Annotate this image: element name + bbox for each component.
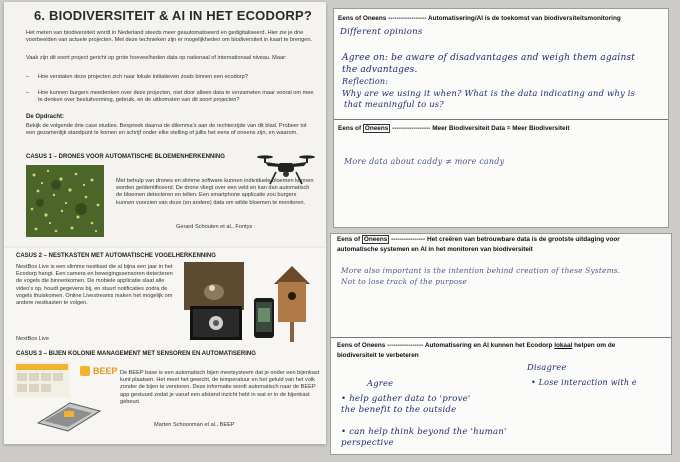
statement-3-header	[337, 236, 671, 244]
statement-3-circled-choice: Oneens	[363, 236, 388, 243]
beep-logo-mark-icon	[80, 366, 90, 376]
statement-2-dashes: ------------------	[392, 125, 431, 132]
case2-text: NestBox Live is een slimme nestkast die al bijna een jaar in het Ecodorp hangt. Een camera en bewegingssensoren detecteren de vogels die binnenkomen. De mobiele applicatie slaat alle video's op, houdt gegevens bij, en stuurt notificaties zodra de vogels thuiskomen. Online Livestreams maken het mogelijk om andere nestkasten te volgen.	[16, 264, 173, 307]
s1-handwriting-line-4: Reflection:	[342, 77, 389, 86]
assignment-text: Bekijk de volgende drie case studies. Bespreek daarna de dilemma's aan de rechterzijde van dit blad. Probeer tot een gezamenlijk standpunt te komen en schrijf onder elke stelling of jullis het eens of oneens zijn, en waarom.	[26, 123, 307, 137]
s1-handwriting-line-2: Agree on: be aware of disadvantages and weigh them against	[342, 53, 636, 63]
question-bullet-1: Hoe verstalen deze projecten zich naar lokale initiatieven zoals binnen een ecodorp?	[38, 74, 248, 80]
s2-handwriting-line-1: More data about caddy ≠ more candy	[344, 157, 505, 166]
statement-4-text-2: biodiversiteit te verbeteren	[337, 352, 419, 359]
handout-title: 6. BIODIVERSITEIT & AI IN HET ECODORP?	[34, 8, 312, 23]
s1-handwriting-line-5: Why are we using it when? What is the data indicating and why is	[342, 88, 636, 98]
case2-heading: CASUS 2 – NESTKASTEN MET AUTOMATISCHE VOGELHERKENNING	[16, 253, 216, 259]
statement-3-text-2: automatische systemen en AI in het monitoren van biodiversiteit	[337, 246, 533, 253]
case3-heading: CASUS 3 – BIJEN KOLONIE MANAGEMENT MET SENSOREN EN AUTOMATISERING	[16, 351, 256, 357]
beep-logo: BEEP	[80, 366, 118, 376]
livestream-screen-photo	[190, 306, 242, 340]
s1-handwriting-line-3: the advantages.	[342, 65, 418, 75]
statement-4-text-1b: helpen om de	[574, 342, 616, 349]
bullet-marker-1: –	[26, 74, 30, 80]
statement-1-dashes: ------------------	[388, 15, 427, 22]
worksheet-bottom-sheet	[330, 233, 672, 455]
agree-point-2: • can help think beyond the 'human'	[341, 427, 507, 437]
beep-base-sensor-photo	[34, 393, 104, 433]
s1-handwriting-line-6: that meaningful to us?	[344, 99, 444, 109]
statement-1-header	[338, 15, 668, 23]
statement-3-text-1: Het creëren van betrouwbare data is de grootste uitdaging voor	[426, 236, 620, 243]
statement-3-dashes: ----------------	[391, 236, 426, 243]
case3-text: De BEEP base is een automatisch bijen meetsysteem dat je onder een bijenkast kunt plaatsen. Het meet het gewicht, de temperatuur en het geluid van het volk zonder de bijen te verstoren. Deze informatie wordt automatisch naar de BEEP app gestuurd zodat je vanaf een afstand inzicht hebt in wat er in de bijenkast gebeurt.	[120, 370, 320, 405]
bullet-marker-2: –	[26, 90, 30, 96]
handout-bottom-sheet	[4, 248, 326, 444]
statement-2-text: Meer Biodiversiteit Data = Meer Biodiversiteit	[432, 125, 570, 132]
worksheet-divider-1	[334, 119, 668, 120]
case1-credit: Gerard Schouten et al., Fontys	[176, 224, 253, 230]
statement-1-label: Eens of Oneens	[338, 15, 387, 22]
statement-4-text-1a: Automatisering en AI kunnen het Ecodorp	[424, 342, 553, 349]
case2-credit: NextBox Live	[16, 336, 49, 342]
assignment-heading: De Opdracht:	[26, 114, 65, 120]
flower-field-photo	[26, 165, 104, 237]
disagree-label: Disagree	[527, 362, 567, 372]
nestbox-camera-photo	[184, 262, 244, 310]
statement-4-label: Eens of Oneens	[337, 342, 386, 349]
agree-point-2-cont: perspective	[341, 438, 394, 448]
agree-point-1: • help gather data to 'prove'	[341, 394, 471, 404]
case3-credit: Marten Schoonman et al., BEEP	[154, 422, 235, 428]
statement-4-text-underlined: lokaal	[554, 342, 573, 349]
birdhouse-photo	[272, 262, 312, 342]
statement-2-circled-choice: Oneens	[364, 125, 389, 132]
case1-text: Met behulp van drones en slimme software kunnen individuele bloemen kunnen worden geïdentificeerd. De drone vliegt over een veld en kan dan automatisch de bloemen detecteren en tellen. Een smartphone applicatie zou burgers kunnen voorzien van deze (en andere) data om wilde bloemen te monitoren.	[116, 178, 314, 206]
statement-4-header	[337, 342, 671, 350]
s3-handwriting-line-2: Not to lose track of the purpose	[341, 277, 467, 286]
s3-handwriting-line-1: More also important is the intention behind creation of these Systems.	[341, 266, 621, 275]
case1-heading: CASUS 1 – DRONES VOOR AUTOMATISCHE BLOEMENHERKENNING	[26, 154, 225, 160]
statement-2-header	[338, 125, 668, 133]
agree-label: Agree	[367, 378, 394, 388]
worksheet-divider-2	[331, 337, 671, 338]
handout-top-sheet	[4, 2, 326, 248]
agree-point-1-cont: the benefit to the outside	[341, 405, 457, 415]
intro-paragraph: Het meten van biodiversiteit wordt in Nederland steeds meer geautomatiseerd en gedigitaliseerd. Hier zie je drie voorbeelden van actuele projecten. Met deze technieken zijn er mogelijkheden om biodiversiteit in kaart te brengen.	[26, 30, 313, 44]
statement-3-label: Eens of	[337, 236, 361, 243]
statement-4-dashes: -----------------	[387, 342, 424, 349]
question-bullet-2: Hoe kunnen burgers meedenken over deze projecten, niet door alleen data te verzamelen maar vooral om mee te denken over besluitvorming, gebruik, en de uitkomsten van dit soort projecten?	[38, 90, 314, 104]
statement-2-label: Eens of	[338, 125, 362, 132]
s1-handwriting-line-1: Different opinions	[340, 27, 423, 37]
disagree-point-1: • Lose interaction with e	[531, 378, 637, 387]
smartphone-photo	[254, 298, 274, 338]
worksheet-top-sheet	[333, 8, 669, 228]
statement-1-text: Automatisering/AI is de toekomst van biodiversiteitsmonitoring	[427, 15, 621, 22]
question-intro: Vaak zijn dit soort project gericht op grote hoeveelheden data op nationaal of internationaal niveau. Maar:	[26, 55, 287, 61]
